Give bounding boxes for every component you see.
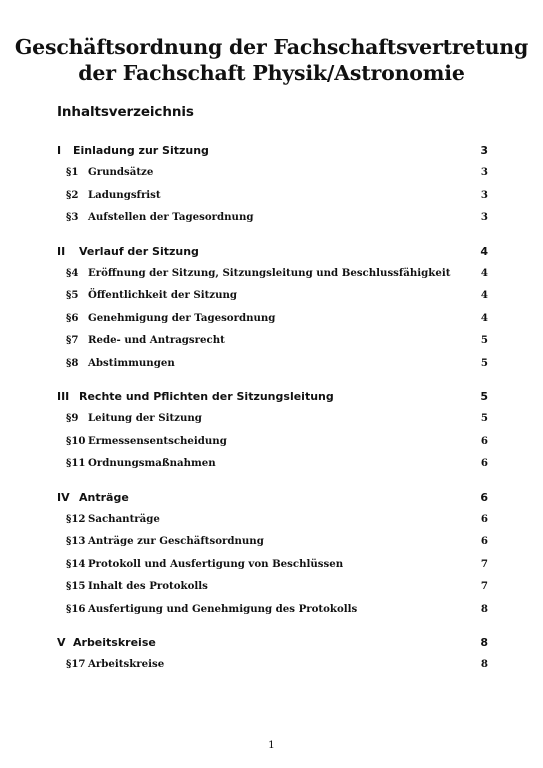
toc-section-page: 7	[480, 580, 488, 593]
toc-section-number: §14	[66, 557, 86, 570]
toc-section-number: §17	[66, 658, 86, 671]
table-of-contents	[57, 140, 488, 676]
document-title-line-1: Geschäftsordnung der Fachschaftsvertretung	[14, 35, 529, 59]
toc-section-entry[interactable]	[57, 430, 488, 453]
toc-section-number: §6	[66, 311, 79, 324]
toc-section-number: §9	[66, 412, 79, 425]
toc-section-label: Leitung der Sitzung	[88, 412, 202, 425]
toc-section-number: §11	[66, 457, 86, 470]
toc-part-entry[interactable]	[57, 487, 488, 508]
toc-part-page: 5	[480, 390, 488, 403]
toc-part-number: I	[57, 144, 62, 157]
toc-section-label: Eröffnung der Sitzung, Sitzungsleitung und Beschlussfähigkeit	[88, 266, 451, 279]
toc-section-number: §12	[66, 512, 86, 525]
toc-section-page: 4	[480, 289, 488, 302]
toc-section-label: Inhalt des Protokolls	[88, 580, 208, 593]
toc-section-label: Sachanträge	[88, 512, 160, 525]
toc-section-number: §16	[66, 602, 86, 615]
toc-section-page: 3	[480, 211, 488, 224]
toc-section-number: §7	[66, 334, 79, 347]
toc-section-entry[interactable]	[57, 452, 488, 475]
toc-section-number: §3	[66, 211, 79, 224]
document-title-line-2: der Fachschaft Physik/Astronomie	[78, 61, 465, 85]
toc-section-number: §15	[66, 580, 86, 593]
toc-section-label: Anträge zur Geschäftsordnung	[88, 535, 264, 548]
toc-section-number: §5	[66, 289, 79, 302]
toc-section-page: 8	[480, 602, 488, 615]
toc-section-page: 6	[480, 512, 488, 525]
toc-section-label: Ausfertigung und Genehmigung des Protokolls	[88, 602, 358, 615]
toc-section-number: §1	[66, 166, 79, 179]
toc-section-page: 5	[480, 412, 488, 425]
toc-section-label: Rede- und Antragsrecht	[88, 334, 225, 347]
toc-section-page: 4	[480, 266, 488, 279]
toc-section-entry[interactable]	[57, 161, 488, 184]
toc-section-entry[interactable]	[57, 407, 488, 430]
toc-section-label: Protokoll und Ausfertigung von Beschlüssen	[88, 557, 344, 570]
toc-part-number: III	[57, 390, 70, 403]
toc-part-number: II	[57, 244, 66, 258]
toc-section-entry[interactable]	[57, 262, 488, 285]
document-title	[0, 34, 543, 86]
toc-part-label: Verlauf der Sitzung	[79, 244, 199, 258]
toc-part-page: 3	[480, 144, 488, 157]
toc-section-number: §10	[66, 434, 86, 447]
toc-part-label: Arbeitskreise	[73, 636, 156, 649]
toc-heading: Inhaltsverzeichnis	[57, 104, 194, 120]
toc-section-entry[interactable]	[57, 598, 488, 621]
toc-section-entry[interactable]	[57, 653, 488, 676]
toc-section-label: Aufstellen der Tagesordnung	[88, 211, 254, 224]
toc-section-page: 4	[480, 311, 488, 324]
toc-section-label: Abstimmungen	[88, 356, 175, 369]
toc-section-entry[interactable]	[57, 206, 488, 229]
toc-section-page: 3	[480, 166, 488, 179]
toc-section-entry[interactable]	[57, 553, 488, 576]
toc-part-entry[interactable]	[57, 632, 488, 653]
toc-section-label: Grundsätze	[88, 166, 154, 179]
toc-section-entry[interactable]	[57, 329, 488, 352]
toc-part-label: Anträge	[79, 490, 129, 504]
toc-part-label: Rechte und Pflichten der Sitzungsleitung	[79, 390, 334, 403]
toc-section-label: Genehmigung der Tagesordnung	[88, 311, 276, 324]
toc-section-entry[interactable]	[57, 575, 488, 598]
toc-section-page: 5	[480, 356, 488, 369]
toc-section-entry[interactable]	[57, 307, 488, 330]
toc-section-label: Ordnungsmaßnahmen	[88, 457, 216, 470]
toc-section-page: 6	[480, 434, 488, 447]
toc-part-page: 4	[480, 244, 488, 258]
toc-part-entry[interactable]	[57, 140, 488, 161]
toc-part-label: Einladung zur Sitzung	[73, 144, 209, 157]
toc-part-page: 6	[480, 490, 488, 504]
toc-part-page: 8	[480, 636, 488, 649]
toc-section-entry[interactable]	[57, 508, 488, 531]
toc-part-entry[interactable]	[57, 386, 488, 407]
toc-section-page: 8	[480, 658, 488, 671]
toc-section-number: §8	[66, 356, 79, 369]
toc-section-label: Ermessensentscheidung	[88, 434, 227, 447]
toc-section-page: 6	[480, 457, 488, 470]
toc-section-page: 7	[480, 557, 488, 570]
toc-section-number: §4	[66, 266, 79, 279]
toc-section-page: 6	[480, 535, 488, 548]
toc-section-number: §13	[66, 535, 86, 548]
toc-part-number: IV	[57, 490, 70, 504]
toc-section-label: Öffentlichkeit der Sitzung	[88, 289, 238, 302]
toc-section-entry[interactable]	[57, 530, 488, 553]
toc-section-label: Arbeitskreise	[88, 658, 165, 671]
toc-section-page: 3	[480, 188, 488, 201]
toc-section-entry[interactable]	[57, 284, 488, 307]
toc-section-entry[interactable]	[57, 184, 488, 207]
toc-part-number: V	[57, 636, 66, 649]
toc-section-label: Ladungsfrist	[88, 188, 161, 201]
page-number: 1	[268, 739, 275, 751]
toc-section-page: 5	[480, 334, 488, 347]
toc-part-entry[interactable]	[57, 241, 488, 262]
toc-section-entry[interactable]	[57, 352, 488, 375]
toc-section-number: §2	[66, 188, 79, 201]
